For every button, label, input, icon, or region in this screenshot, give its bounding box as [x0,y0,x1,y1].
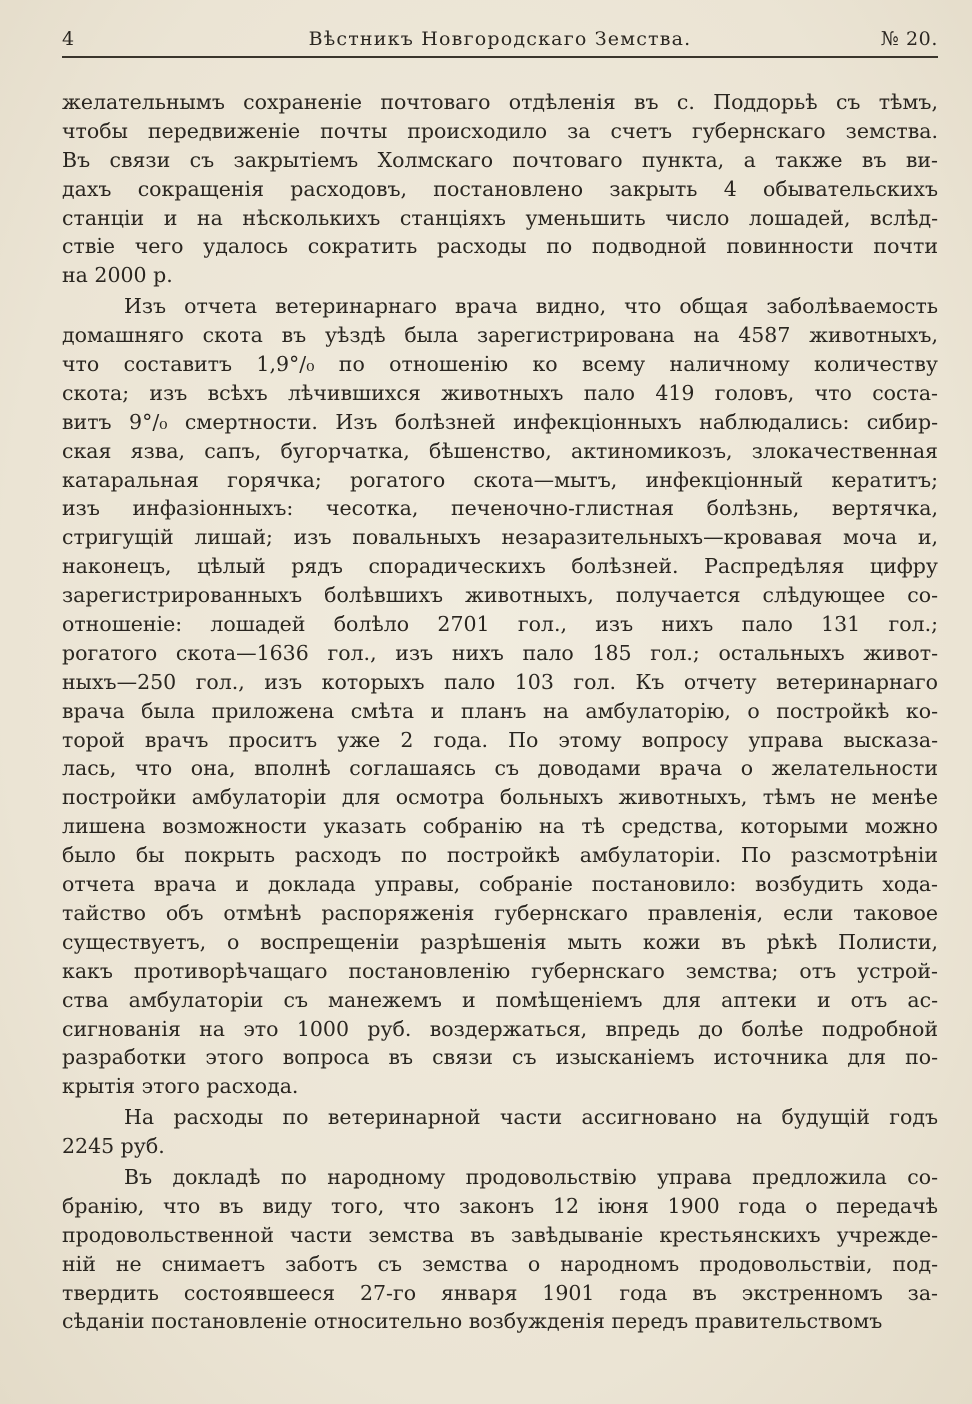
paragraph [62,1103,938,1161]
text-line: на 2000 р. [62,263,173,288]
text-line: сѣданіи постановленіе относительно возбужденія передъ правительствомъ [62,1309,883,1334]
text-line: станціи и на нѣсколькихъ станціяхъ уменьшить число лошадей, вслѣд- [62,205,938,230]
text-line: ствіе чего удалось сократить расходы по подводной повинности почти [62,234,938,259]
text-line: продовольственной части земства въ завѣдываніе крестьянскихъ учрежде- [62,1222,938,1247]
text-line: стригущій лишай; изъ повальныхъ незаразительныхъ—кровавая моча и, [62,525,938,550]
text-line: какъ противорѣчащаго постановленію губернскаго земства; отъ устрой- [62,958,938,983]
text-line: ства амбулаторіи съ манежемъ и помѣщеніемъ для аптеки и отъ ас- [62,987,938,1012]
text-line: отчета врача и доклада управы, собраніе постановило: возбудить хода- [62,872,938,897]
text-line: Изъ отчета ветеринарнаго врача видно, что общая заболѣваемость [124,294,938,319]
text-line: тайство объ отмѣнѣ распоряженія губернскаго правленія, если таковое [62,900,938,925]
text-line: желательнымъ сохраненіе почтоваго отдѣленія въ с. Поддорьѣ съ тѣмъ, [62,90,938,114]
text-line: что составитъ 1,9°/₀ по отношенію ко всему наличному количеству [62,352,938,377]
page-number: 4 [62,28,75,50]
paragraph [62,88,938,290]
text-line: чтобы передвиженіе почты происходило за счетъ губернскаго земства. [62,118,938,143]
text-line: скота; изъ всѣхъ лѣчившихся животныхъ пало 419 головъ, что соста- [62,380,938,405]
text-line: разработки этого вопроса въ связи съ изысканіемъ источника для по- [62,1045,938,1070]
text-line: дахъ сокращенія расходовъ, постановлено закрыть 4 обывательскихъ [62,176,938,201]
paragraph [62,292,938,1101]
text-line: твердить состоявшееся 27-го января 1901 года въ экстренномъ за- [62,1280,938,1305]
text-line: домашняго скота въ уѣздѣ была зарегистрирована на 4587 животныхъ, [62,323,938,348]
text-line: витъ 9°/₀ смертности. Изъ болѣзней инфекціонныхъ наблюдались: сибир- [62,409,938,434]
text-line: торой врачъ проситъ уже 2 года. По этому вопросу управа высказа- [62,727,938,752]
text-line: Въ связи съ закрытіемъ Холмскаго почтоваго пункта, а также въ ви- [62,147,938,172]
text-line: изъ инфазіонныхъ: чесотка, печеночно-глистная болѣзнь, вертячка, [62,496,938,521]
text-line: ская язва, сапъ, бугорчатка, бѣшенство, актиномикозъ, злокачественная [62,438,938,463]
text-line: рогатого скота—1636 гол., изъ нихъ пало 185 гол.; остальныхъ живот- [62,640,938,665]
text-line: крытія этого расхода. [62,1074,299,1099]
text-line: зарегистрированныхъ болѣвшихъ животныхъ, получается слѣдующее со- [62,583,938,608]
text-line: На расходы по ветеринарной части ассигновано на будущій годъ [124,1105,938,1130]
issue-number: № 20. [880,28,938,50]
text-line: постройки амбулаторіи для осмотра больныхъ животныхъ, тѣмъ не менѣе [62,785,938,810]
text-line: 2245 руб. [62,1134,165,1159]
article-body [62,88,938,1336]
text-line: лишена возможности указать собранію на тѣ средства, которыми можно [62,814,938,839]
journal-title: Вѣстникъ Новгородскаго Земства. [308,28,692,50]
header-rule [62,56,938,58]
text-line: Въ докладѣ по народному продовольствію управа предложила со- [124,1164,938,1189]
text-line: лась, что она, вполнѣ соглашаясь съ доводами врача о желательности [62,756,938,781]
text-line: бранію, что въ виду того, что законъ 12 іюня 1900 года о передачѣ [62,1193,938,1218]
text-line: врача была приложена смѣта и планъ на амбулаторію, о постройкѣ ко- [62,698,938,723]
text-line: существуетъ, о воспрещеніи разрѣшенія мыть кожи въ рѣкѣ Полисти, [62,929,938,954]
text-line: ныхъ—250 гол., изъ которыхъ пало 103 гол. Къ отчету ветеринарнаго [62,669,938,694]
text-line: сигнованія на это 1000 руб. воздержаться, впредь до болѣе подробной [62,1016,938,1041]
text-line: было бы покрыть расходъ по постройкѣ амбулаторіи. По разсмотрѣніи [62,843,938,868]
text-line: катаральная горячка; рогатого скота—мытъ, инфекціонный кератитъ; [62,467,938,492]
running-header [62,28,938,56]
paragraph [62,1163,938,1336]
text-line: наконецъ, цѣлый рядъ спорадическихъ болѣзней. Распредѣляя цифру [62,554,938,579]
text-line: ній не снимаетъ заботъ съ земства о народномъ продовольствіи, под- [62,1251,938,1276]
text-line: отношеніе: лошадей болѣло 2701 гол., изъ нихъ пало 131 гол.; [62,612,938,637]
